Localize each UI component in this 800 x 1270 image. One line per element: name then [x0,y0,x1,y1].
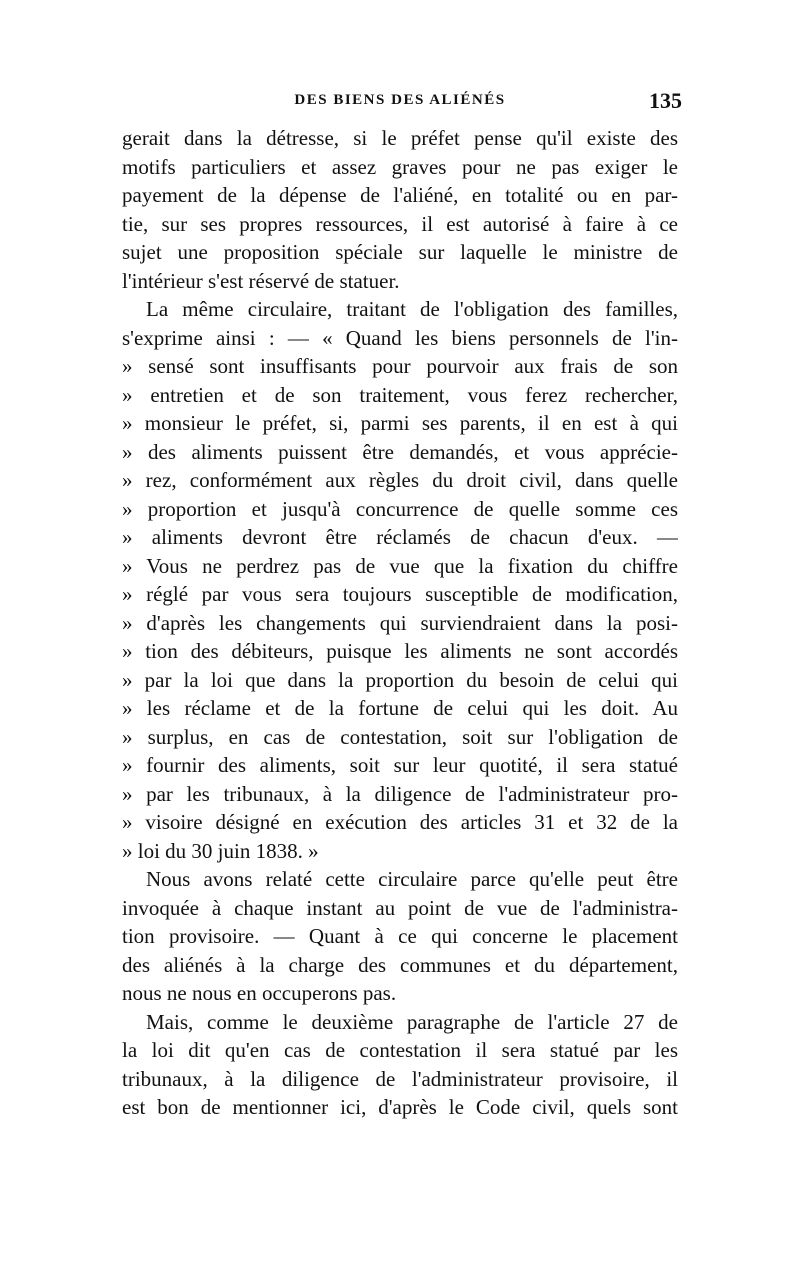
quote-line: » proportion et jusqu'à concurrence de quelle somme ces [122,496,678,521]
text-line: gerait dans la détresse, si le préfet pense qu'il existe des [122,126,678,150]
quote-line: » surplus, en cas de contestation, soit sur l'obligation de [122,724,678,749]
quote-line: » les réclame et de la fortune de celui qui les doit. Au [122,696,678,720]
quote-line: » sensé sont insuffisants pour pourvoir aux frais de son [122,354,678,378]
quote-line: » par la loi que dans la proportion du besoin de celui qui [122,667,678,692]
text-line: la loi dit qu'en cas de contestation il sera statué par les [122,1038,678,1062]
text-line: motifs particuliers et assez graves pour ne pas exiger le [122,154,678,179]
text-line: payement de la dépense de l'aliéné, en totalité ou en par- [122,183,678,207]
text-line: des aliénés à la charge des communes et du département, [122,952,678,977]
quote-line: » des aliments puissent être demandés, et vous apprécie- [122,439,678,464]
running-title: DES BIENS DES ALIÉNÉS [294,92,506,108]
text-line: invoquée à chaque instant au point de vue de l'administra- [122,895,678,920]
quote-line: » aliments devront être réclamés de chacun d'eux. — [122,525,678,549]
text-line: La même circulaire, traitant de l'obligation des familles, [146,297,678,321]
text-line: est bon de mentionner ici, d'après le Code civil, quels sont [122,1095,678,1119]
text-line: Mais, comme le deuxième paragraphe de l'article 27 de [146,1009,678,1034]
quote-line: » réglé par vous sera toujours susceptible de modification, [122,582,678,606]
body-text [122,124,678,1122]
quote-line: » tion des débiteurs, puisque les aliments ne sont accordés [122,639,678,663]
quote-line: » rez, conformément aux règles du droit civil, dans quelle [122,468,678,492]
quote-line: » Vous ne perdrez pas de vue que la fixation du chiffre [122,553,678,578]
text-line: s'exprime ainsi : — « Quand les biens personnels de l'in- [122,325,678,350]
running-head [122,88,682,118]
text-line: tie, sur ses propres ressources, il est autorisé à faire à ce [122,211,678,236]
quote-line: » fournir des aliments, soit sur leur quotité, il sera statué [122,753,678,777]
quote-line: » monsieur le préfet, si, parmi ses parents, il en est à qui [122,411,678,435]
quote-line: » entretien et de son traitement, vous ferez rechercher, [122,382,678,407]
text-line: l'intérieur s'est réservé de statuer. [122,268,400,293]
text-line: Nous avons relaté cette circulaire parce qu'elle peut être [146,867,678,891]
page-number: 135 [649,88,682,113]
quote-line: » loi du 30 juin 1838. » [122,838,319,863]
quote-line: » d'après les changements qui surviendraient dans la posi- [122,610,678,635]
quote-line: » visoire désigné en exécution des articles 31 et 32 de la [122,810,678,834]
text-line: tion provisoire. — Quant à ce qui concerne le placement [122,924,678,948]
text-line: nous ne nous en occuperons pas. [122,981,397,1005]
text-line: sujet une proposition spéciale sur laquelle le ministre de [122,240,678,264]
text-line: tribunaux, à la diligence de l'administrateur provisoire, il [122,1066,678,1091]
quote-line: » par les tribunaux, à la diligence de l'administrateur pro- [122,781,678,806]
